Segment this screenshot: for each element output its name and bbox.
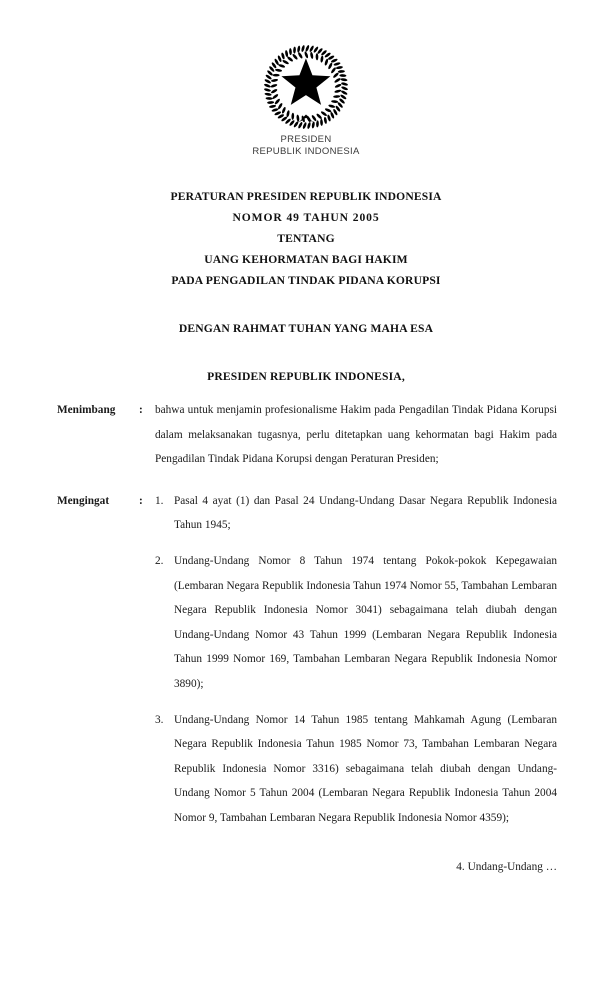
considering-body xyxy=(155,398,557,472)
recalling-list xyxy=(155,489,557,831)
list-item-number: 3. xyxy=(155,713,164,726)
considering-label: Menimbang xyxy=(57,404,116,416)
list-item-text: Pasal 4 ayat (1) dan Pasal 24 Undang-Undang Dasar Negara Republik Indonesia Tahun 1945; xyxy=(174,494,557,532)
star-in-laurel-wreath-emblem-icon xyxy=(0,44,612,130)
recalling-body xyxy=(155,489,557,831)
document-number: NOMOR 49 TAHUN 2005 xyxy=(232,211,380,224)
considering-clause xyxy=(57,398,557,472)
list-item-text: Undang-Undang Nomor 14 Tahun 1985 tentang Mahkamah Agung (Lembaran Negara Republik Indonesia Tahun 1985 Nomor 73, Tambahan Lembaran Negara Republik Indonesia Nomor 3316) sebagaimana telah diubah dengan Undang-Undang Nomor 5 Tahun 2004 (Lembaran Negara Republik Indonesia Tahun 2004 Nomor 9, Tambahan Lembaran Negara Republik Indonesia Nomor 4359); xyxy=(174,713,557,824)
document-body xyxy=(57,398,557,848)
emblem-caption xyxy=(0,134,612,157)
preamble-block xyxy=(0,318,612,387)
emblem-caption-line-1: PRESIDEN xyxy=(280,134,332,145)
page-continuation-note: 4. Undang-Undang … xyxy=(456,861,557,873)
list-item-number: 1. xyxy=(155,494,164,507)
title-subject-line-1: UANG KEHORMATAN BAGI HAKIM xyxy=(204,253,408,266)
considering-colon: : xyxy=(139,404,143,416)
list-item xyxy=(155,549,557,697)
recalling-label: Mengingat xyxy=(57,494,110,507)
title-subject-line-2: PADA PENGADILAN TINDAK PIDANA KORUPSI xyxy=(171,274,441,287)
page-title: PERATURAN PRESIDEN REPUBLIK INDONESIA xyxy=(170,190,442,203)
recalling-colon: : xyxy=(139,494,143,507)
recalling-clause xyxy=(57,489,557,831)
letterhead xyxy=(0,44,612,157)
emblem-caption-line-2: REPUBLIK INDONESIA xyxy=(252,145,360,157)
list-item xyxy=(155,708,557,831)
considering-paragraph: bahwa untuk menjamin profesionalisme Hakim pada Pengadilan Tindak Pidana Korupsi dalam melaksanakan tugasnya, perlu ditetapkan uang kehormatan bagi Hakim pada Pengadilan Tindak Pidana Korupsi dengan Peraturan Presiden; xyxy=(155,404,557,466)
authority-line: PRESIDEN REPUBLIK INDONESIA, xyxy=(207,370,405,383)
list-item-text: Undang-Undang Nomor 8 Tahun 1974 tentang Pokok-pokok Kepegawaian (Lembaran Negara Republik Indonesia Tahun 1974 Nomor 55, Tambahan Lembaran Negara Republik Indonesia Nomor 3041) sebagaimana telah diubah dengan Undang-Undang Nomor 43 Tahun 1999 (Lembaran Negara Republik Indonesia Tahun 1999 Nomor 169, Tambahan Lembaran Negara Republik Indonesia Nomor 3890); xyxy=(174,554,557,690)
preamble-spacer xyxy=(0,339,612,366)
invocation-line: DENGAN RAHMAT TUHAN YANG MAHA ESA xyxy=(178,322,434,335)
list-item-number: 2. xyxy=(155,554,164,567)
list-item xyxy=(155,489,557,538)
title-about-label: TENTANG xyxy=(277,232,335,245)
document-title-block xyxy=(0,186,612,291)
